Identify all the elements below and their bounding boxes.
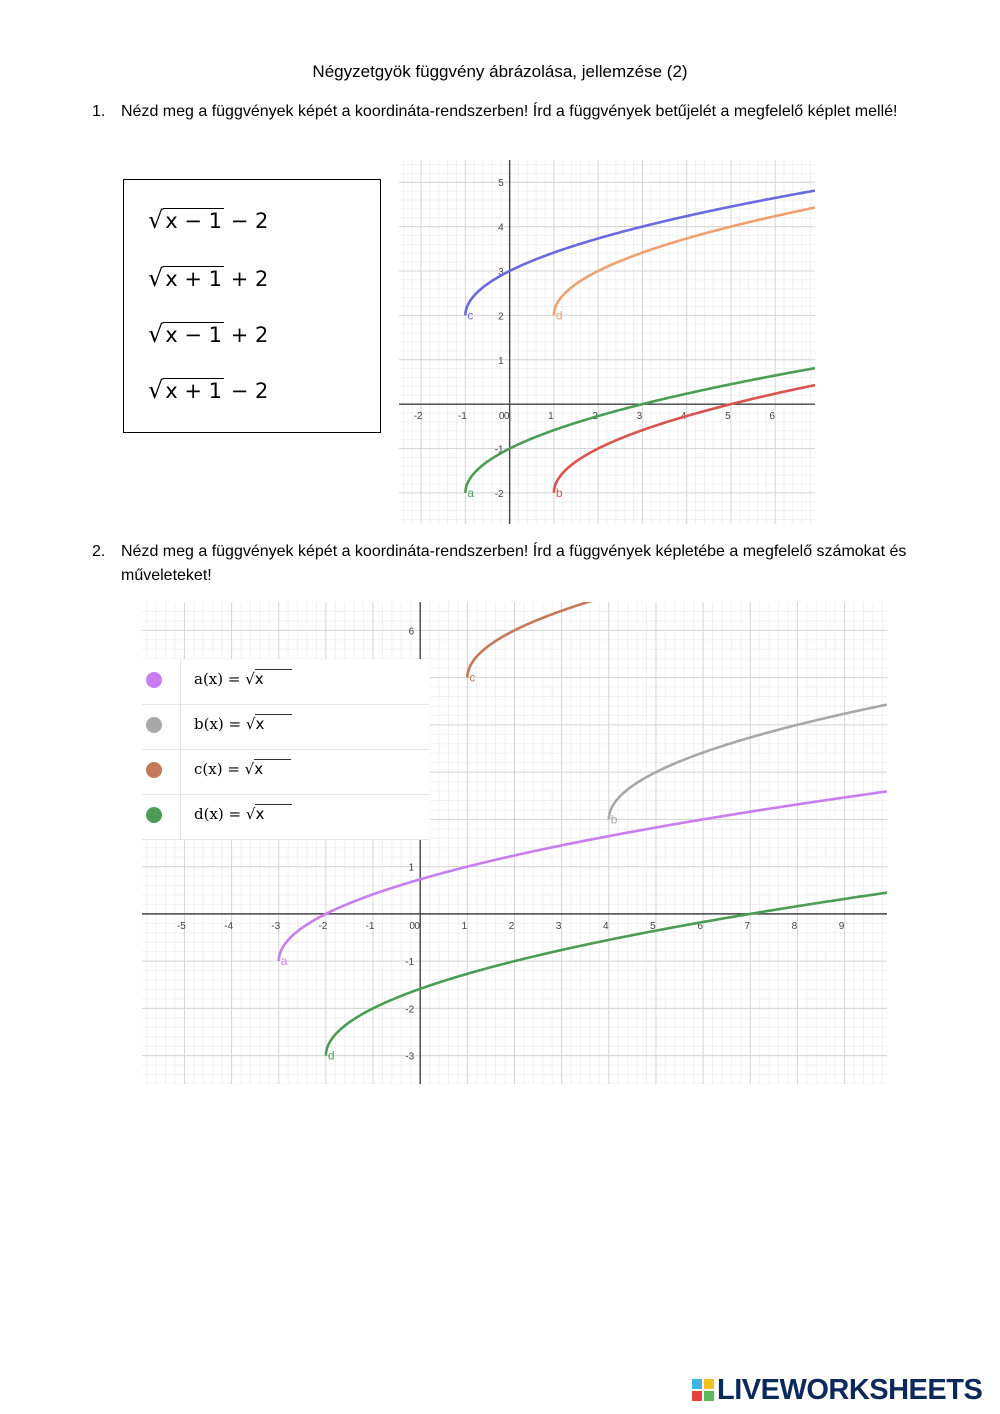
- curve-label-d: d: [555, 308, 563, 323]
- formula-tail: − 2: [224, 379, 269, 403]
- x-tick-label: -3: [271, 920, 281, 932]
- radicand: x + 1: [165, 379, 223, 403]
- color-dot-icon: [146, 717, 162, 733]
- y-tick-label: 5: [498, 178, 504, 190]
- curve-label-c: c: [467, 308, 474, 323]
- formula-2[interactable]: [148, 264, 268, 294]
- color-dot-icon: [146, 762, 162, 778]
- task-number: 2.: [92, 543, 106, 560]
- formula-4[interactable]: [148, 376, 268, 406]
- x-tick-label: -2: [318, 920, 328, 932]
- y-tick-label: 1: [408, 862, 415, 874]
- x-tick-label: -5: [176, 920, 186, 932]
- formula-box: [123, 179, 381, 433]
- y-tick-label: 6: [408, 626, 415, 638]
- x-tick-label: 4: [680, 411, 687, 423]
- curve-label-a: a: [467, 485, 475, 500]
- task-number: 1.: [92, 103, 106, 120]
- curve-label-c: c: [469, 670, 476, 685]
- color-dot-icon: [146, 807, 162, 823]
- page-title: Négyzetgyök függvény ábrázolása, jellemzése (2): [312, 62, 688, 81]
- x-tick-label: -1: [365, 920, 375, 932]
- square-root-icon: √: [148, 320, 164, 348]
- x-tick-label: 0: [414, 920, 420, 932]
- task-1: [92, 100, 942, 124]
- curve-label-a: a: [280, 954, 288, 969]
- y-tick-label: -1: [405, 957, 415, 969]
- x-tick-label: 8: [791, 920, 798, 932]
- brand-name: LIVEWORKSHEETS: [717, 1373, 983, 1406]
- curve-label-d: d: [327, 1048, 335, 1063]
- y-tick-label: -3: [405, 1051, 415, 1063]
- radicand: x + 1: [165, 267, 223, 291]
- legend-row-b[interactable]: [142, 704, 430, 750]
- x-tick-label: 3: [555, 920, 562, 932]
- x-tick-label: -1: [457, 411, 467, 423]
- x-tick-label: 5: [725, 411, 731, 423]
- origin-label: 0: [498, 411, 505, 423]
- curve-label-b: b: [610, 812, 618, 827]
- y-tick-label: -1: [494, 444, 504, 456]
- legend-formula: d(x) = √x: [194, 805, 292, 823]
- x-tick-label: -4: [224, 920, 234, 932]
- brand-logo: [692, 1372, 982, 1408]
- x-tick-label: 3: [636, 411, 643, 423]
- x-tick-label: 1: [461, 920, 468, 932]
- logo-icon: [692, 1379, 714, 1401]
- y-tick-label: 2: [498, 311, 504, 323]
- color-dot-icon: [146, 672, 162, 688]
- curve-d: [554, 208, 815, 316]
- x-tick-label: 9: [838, 920, 845, 932]
- task-text: Nézd meg a függvények képét a koordináta-rendszerben! Írd a függvények betűjelét a megfelelő képlet mellé!: [121, 103, 898, 120]
- formula-1[interactable]: [148, 206, 268, 236]
- formula-tail: + 2: [224, 267, 269, 291]
- divider: [180, 659, 181, 704]
- task-text: Nézd meg a függvények képét a koordináta-rendszerben! Írd a függvények képletébe a megfelelő számokat és műveleteket!: [121, 543, 907, 584]
- legend-formula: b(x) = √x: [194, 715, 292, 733]
- radicand: x − 1: [165, 209, 223, 233]
- y-tick-label: -2: [494, 488, 504, 500]
- curve-b: [609, 705, 887, 820]
- x-tick-label: 2: [508, 920, 515, 932]
- divider: [180, 794, 181, 839]
- x-tick-label: 6: [697, 920, 703, 932]
- legend-formula: a(x) = √x: [194, 670, 292, 688]
- curve-b: [554, 385, 815, 493]
- radicand: x − 1: [165, 323, 223, 347]
- curve-label-b: b: [555, 485, 563, 500]
- square-root-icon: √: [148, 206, 164, 234]
- square-root-icon: √: [148, 376, 164, 404]
- task-2: [92, 540, 942, 588]
- x-tick-label: 2: [592, 411, 598, 423]
- x-tick-label: -2: [413, 411, 423, 423]
- origin-label: 0: [409, 920, 415, 932]
- legend-row-c[interactable]: [142, 749, 430, 795]
- divider: [180, 749, 181, 794]
- x-tick-label: 4: [603, 920, 609, 932]
- x-tick-label: 1: [548, 411, 554, 423]
- y-tick-label: -2: [405, 1004, 415, 1016]
- formula-tail: − 2: [224, 209, 269, 233]
- formula-tail: + 2: [224, 323, 269, 347]
- square-root-icon: √: [148, 264, 164, 292]
- y-tick-label: 4: [498, 222, 504, 234]
- divider: [180, 704, 181, 749]
- x-tick-label: 7: [744, 920, 751, 932]
- legend-row-a[interactable]: [142, 659, 430, 705]
- legend-row-d[interactable]: [142, 794, 430, 840]
- y-tick-label: 3: [498, 266, 504, 278]
- x-tick-label: 6: [769, 411, 775, 423]
- y-tick-label: 1: [498, 355, 504, 367]
- x-tick-label: 0: [503, 411, 510, 423]
- x-tick-label: 5: [650, 920, 656, 932]
- curve-d: [326, 893, 887, 1056]
- function-legend: [142, 659, 430, 839]
- legend-formula: c(x) = √x: [194, 760, 291, 778]
- graph-1: [399, 160, 815, 524]
- formula-3[interactable]: [148, 320, 268, 350]
